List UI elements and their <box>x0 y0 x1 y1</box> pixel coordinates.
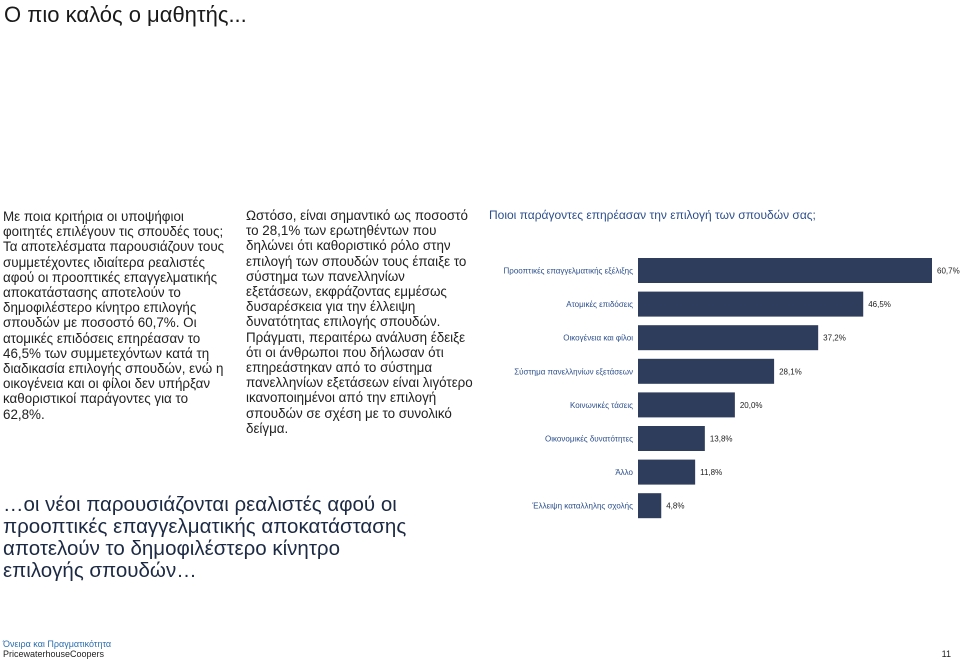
pull-quote: …οι νέοι παρουσιάζονται ρεαλιστές αφού οι προοπτικές επαγγελματικής αποκατάστασης αποτελούν το δημοφιλέστερο κίνητρο επιλογής σπουδών… <box>3 493 407 582</box>
footer <box>3 639 111 659</box>
chart-bar <box>638 426 705 451</box>
chart-category-label: Σύστημα πανελληνίων εξετάσεων <box>514 367 633 377</box>
chart-category-label: Οικονομικές δυνατότητες <box>545 434 633 444</box>
chart-value-label: 37,2% <box>823 333 846 343</box>
chart-value-label: 4,8% <box>666 501 685 511</box>
chart-bar <box>638 392 735 417</box>
chart-value-label: 13,8% <box>709 434 733 444</box>
body-text-column-1: Με ποια κριτήρια οι υποψήφιοι φοιτητές επιλέγουν τις σπουδές τους; Τα αποτελέσματα παρουσιάζουν τους συμμετέχοντες ιδιαίτερα ρεαλιστές αφού οι προοπτικές επαγγελματικής αποκατάστασης αποτελούν το δημοφιλέστερο κίνητρο επιλογής σπουδών με ποσοστό 60,7%. Οι ατομικές επιδόσεις επηρέασαν το 46,5% των συμμετεχόντων κατά τη διαδικασία επιλογής σπουδών, ενώ η οικογένεια και οι φίλοι δεν υπήρξαν καθοριστικοί παράγοντες για το 62,8%. <box>3 209 225 422</box>
chart-bar <box>638 359 774 384</box>
footer-report-title: Όνειρα και Πραγματικότητα <box>3 639 112 649</box>
chart-title: Ποιοι παράγοντες επηρέασαν την επιλογή των σπουδών σας; <box>489 208 816 222</box>
chart-value-label: 11,8% <box>700 468 723 478</box>
chart-category-label: Άλλο <box>615 468 633 478</box>
chart-value-label: 60,7% <box>937 266 960 276</box>
body-text-column-2: Ωστόσο, είναι σημαντικό ως ποσοστό το 28,1% των ερωτηθέντων που δηλώνει ότι καθοριστικό ρόλο στην επιλογή των σπουδών τους έπαιξε το σύστημα των πανελληνίων εξετάσεων, εκφράζοντας εμμέσως δυσαρέσκεια για την έλλειψη δυνατότητας επιλογής σπουδών. Πράγματι, περαιτέρω ανάλυση έδειξε ότι οι άνθρωποι που δήλωσαν ότι επηρεάστηκαν από το σύστημα πανελληνίων εξετάσεων είναι λιγότερο ικανοποιημένοι από την επιλογή σπουδών σε σχέση με το συνολικό δείγμα. <box>246 208 473 436</box>
chart-value-label: 20,0% <box>739 400 763 410</box>
chart-bar <box>638 493 661 518</box>
chart-value-label: 28,1% <box>779 367 802 377</box>
chart-category-label: Ατομικές επιδόσεις <box>566 300 633 310</box>
page-title: Ο πιο καλός ο μαθητής... <box>4 2 247 27</box>
chart-value-label: 46,5% <box>868 300 891 310</box>
chart-bar <box>638 460 695 485</box>
chart-bar <box>638 292 863 317</box>
footer-company: PricewaterhouseCoopers <box>3 649 105 659</box>
chart-category-label: Κοινωνικές τάσεις <box>570 400 633 410</box>
page-number: 11 <box>941 649 951 659</box>
chart-category-label: Προοπτικές επαγγελματικής εξέλιξης <box>503 266 633 276</box>
chart-bar <box>638 258 932 283</box>
chart-bar <box>638 325 818 350</box>
chart-category-label: Οικογένεια και φίλοι <box>563 333 633 343</box>
chart-category-label: Έλλειψη καταλληλης σχολής <box>532 501 633 511</box>
